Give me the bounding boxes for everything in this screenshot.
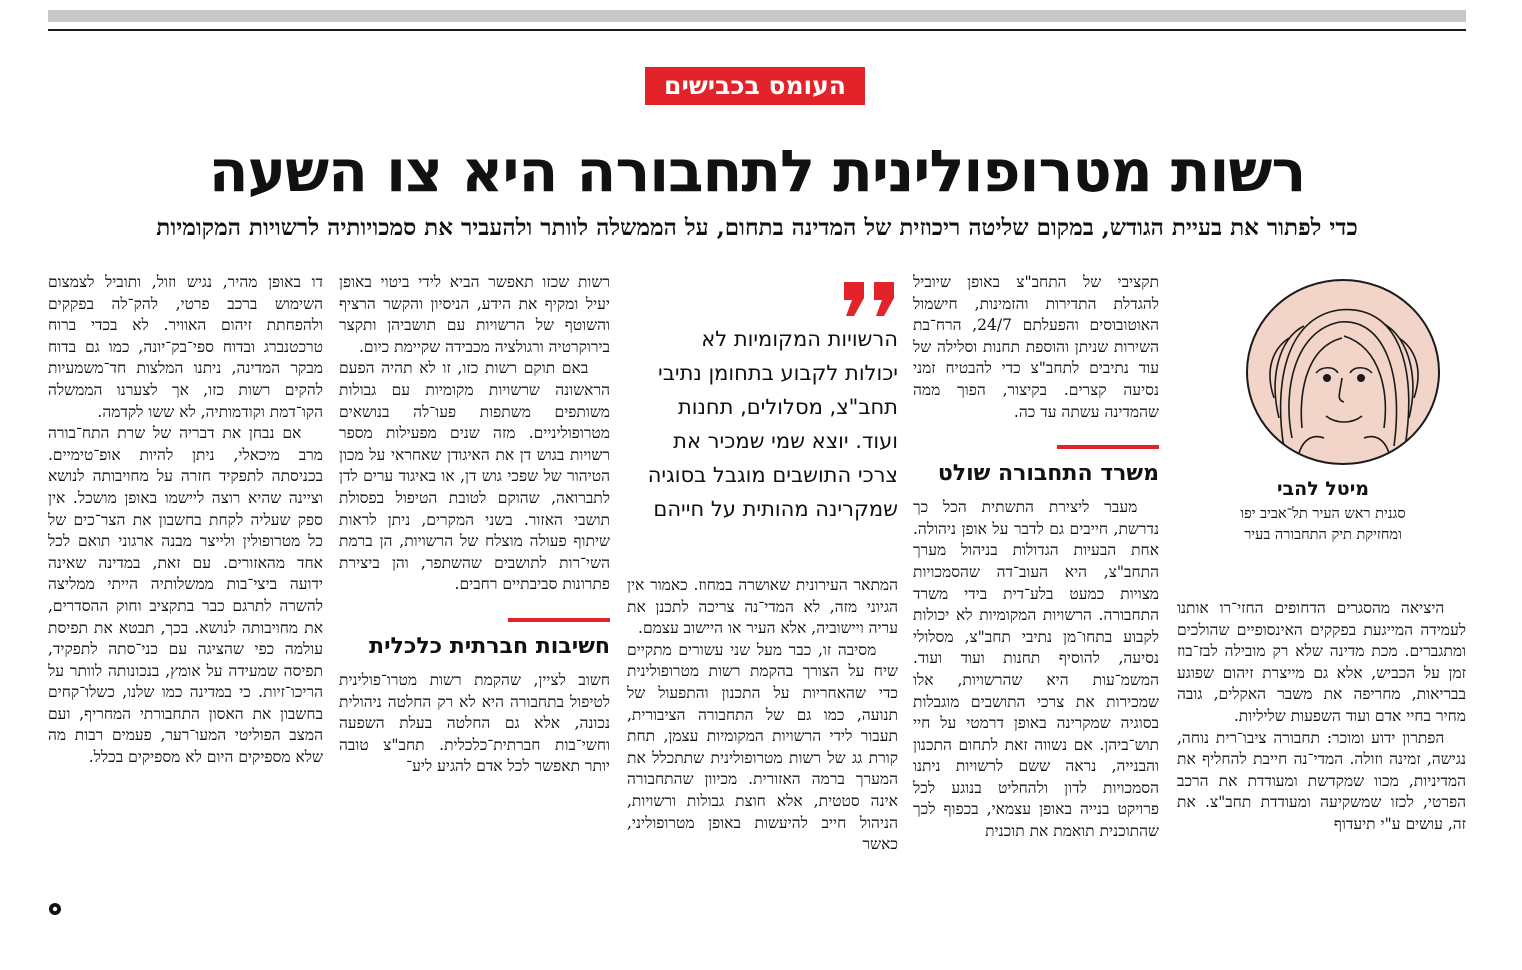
end-mark-icon — [48, 902, 62, 916]
author-role-line2: ומחזיקת תיק התחבורה בעיר — [1244, 527, 1402, 543]
subhead-accent-bar — [508, 618, 610, 622]
article-column-3 — [627, 575, 898, 856]
subhead-accent-bar — [1057, 445, 1159, 449]
subhead-ministry-text: משרד התחבורה שולט — [937, 461, 1159, 487]
author-role — [1180, 504, 1466, 546]
top-gray-rule — [48, 10, 1466, 22]
article-headline: רשות מטרופולינית לתחבורה היא צו השעה — [208, 137, 1306, 205]
article-column-5 — [48, 272, 323, 769]
pull-quote-line: ועוד. יוצא שמי שמכיר את — [673, 429, 898, 453]
paragraph: הפתרון ידוע ומוכר: תחבורה ציבו־רית נוחה, נגישה, זמינה וזולה. המדי־נה חייבת להחליף את המדיניות, מכוו שמקדשת ומעודדת את הרכב הפרטי, לכזו שמשקיעה ומעודדת תחב"צ. את זה, עושים ע"י תיעדוף — [1177, 728, 1466, 833]
double-quote-icon — [842, 278, 898, 318]
paragraph: רשות שכזו תאפשר הביא לידי ביטוי באופן יעיל ומקיף את הידע, הניסיון והקשר הרציף והשוטף של הרשויות עם תושביהן ותקצר בירוקרטיה ורגולציה מכבידה שקיימת כיום. — [339, 273, 610, 356]
top-thin-rule — [48, 29, 1466, 31]
article-subhead: כדי לפתור את בעיית הגודש, במקום שליטה ריכוזית של המדינה בתחום, על הממשלה לוותר ולהעביר את סמכויותיה לרשויות המקומיות — [156, 214, 1358, 241]
author-name: מיטל להבי — [1276, 478, 1370, 500]
paragraph: חשוב לציין, שהקמת רשות מטרו־פולינית לטיפול בתחבורה היא לא רק החלטה ניהולית נכונה, אלא גם החלטה בעלת השפעה וחשי־בות חברתית־כלכלית. תחב"צ טובה יותר תאפשר לכל אדם להגיע ליע־ — [339, 670, 610, 776]
author-portrait — [1244, 278, 1442, 466]
subhead-ministry — [913, 445, 1159, 489]
pull-quote-line: צרכי התושבים מוגבל בסוגיה — [647, 463, 898, 487]
pull-quote-line: שמקרינה מהותית על חייהם — [653, 497, 898, 521]
article-column-4 — [339, 272, 610, 778]
paragraph: אם נבחן את דבריה של שרת התח־בורה מרב מיכאלי, ניתן להיות אופ־טימיים. בכניסתה לתפקיד חזרה על מחויבותה לנושא וציינה שהיא רוצה ליישמו באופן מושכל. אין ספק שעליה לקחת בחשבון את הצר־כים של כל מטרופולין ולייצר מבנה ארגוני תואם לכל אחד מהאזורים. עם זאת, במדינה שאינה ידועה ביצי־בות ממשלותיה הייתי ממליצה להשרה לתרגם כבר בתקציב וחוק ההסדרים, את מחויבותה לנושא. בכך, תבטא את תפיסת עולמה כפי שהציגה עם כני־סתה לתפקיד, תפיסה שמעידה על אומץ, בנכונותה לוותר על הריכו־זיות. כי במדינה כמו שלנו, כשלו־קחים בחשבון את האסון התחבורתי המחריף, ועם המצב הפוליטי המעו־רער, פעמים רבות מה שלא מספיקים היום לא מספיקים בכלל. — [48, 424, 323, 767]
article-column-1 — [1177, 598, 1466, 836]
paragraph: מעבר ליצירת התשתית הכל כך נדרשת, חייבים גם לדבר על אופן ניהולה. אחת הבעיות הגדולות בניהול מערך התחב"צ, היא העוב־דה שהסמכויות מצויות כמעט בלע־דית בידי משרד התחבורה. הרשויות המקומיות לא יכולות לקבוע בתחו־מן נתיבי תחב"צ, מסלולי נסיעה, להוסיף תחנות ועוד ועוד. המשמ־עות היא שהרשויות, אלו שמכירות את צרכי התושבים מוגבלות בסוגיה שמקרינה באופן דרמטי על חיי תוש־ביהן. אם נשווה זאת לתחום התכנון והבנייה, נראה ששם לרשויות ניתנו הסמכויות לדון ולהחליט בנוגע לכל פרויקט בנייה באופן עצמאי, בכפוף לכך שהתוכנית תואמת את תוכנית — [913, 498, 1159, 841]
pull-quote-line: תחב"צ, מסלולים, תחנות — [677, 395, 898, 419]
pull-quote — [627, 322, 898, 526]
subhead-economic-text: חשיבות חברתית כלכלית — [369, 633, 610, 659]
article-column-2 — [913, 272, 1159, 843]
author-role-line1: סגנית ראש העיר תל־אביב יפו — [1240, 506, 1406, 522]
pull-quote-line: יכולות לקבוע בתחומן נתיבי — [658, 361, 898, 385]
paragraph: דו באופן מהיר, נגיש וזול, ותוביל לצמצום השימוש ברכב פרטי, להק־לה בפקקים ולהפחתת זיהום האוויר. לא בכדי ברוח טרכטנברג ובדוח ספי־בק־יונה, כמו גם בדוח מבקר המדינה, ניתנו המלצות חד־משמעיות להקים רשות כזו, אך לצערנו הממשלה הקו־דמת וקודמותיה, לא ששו לקדמה. — [48, 273, 323, 421]
paragraph: באם תוקם רשות כזו, זו לא תהיה הפעם הראשונה שרשויות מקומיות עם גבולות משותפים משתפות פעו־לה בנושאים מטרופוליניים. מזה שנים מפעילות מספר רשויות בגוש דן את האיגודן שאחראי על מכון הטיהור של שפכי גוש דן, או באיגוד ערים לדן לתברואה, שהוקם לטובת הטיפול בפסולת תושבי האזור. בשני המקרים, ניתן לראות שיתוף פעולה מוצלח של הרשויות, הן ברמת השי־רות לתושבים שהשתפר, והן ביצירת פתרונות סביבתיים רחבים. — [339, 359, 610, 594]
pull-quote-line: הרשויות המקומיות לא — [701, 327, 898, 351]
paragraph: היציאה מהסגרים הדחופים החזי־רו אותנו לעמידה המייגעת בפקקים האינסופיים שהולכים ומתגברים. מכת מדינה שלא רק מובילה לבז־בוז זמן על הכביש, אלא גם מייצרת זיהום שפוגע בבריאות, מחריפה את משבר האקלים, גובה מחיר בחיי אדם ועוד השפעות שליליות. — [1177, 599, 1466, 725]
subhead-economic — [339, 618, 610, 662]
paragraph: מסיבה זו, כבר מעל שני עשורים מתקיים שיח על הצורך בהקמת רשות מטרופולינית כדי שהאחריות על התכנון והתפעול של תנועה, כמו גם של התחבורה הציבורית, תעבור לידי הרשויות המקומיות עצמן, תחת קורת גג של רשות מטרופולינית שתתכלל את המערך ברמה האזורית. מכיוון שהתחבורה אינה סטטית, אלא חוצת גבולות ורשויות, הניהול חייב להיעשות באופן מטרופוליני, כאשר — [627, 640, 898, 854]
paragraph: תקציבי של התחב"צ באופן שיוביל להגדלת התדירות והזמינות, חישמול האוטובוסים והפעלתם 24/7, הרח־בת השירות שניתן והוספת תחנות וסלילה של עוד נתיבים לתחב"צ כדי להבטיח זמני נסיעה קצרים. בקיצור, הפוך ממה שהמדינה עשתה עד כה. — [913, 273, 1159, 421]
section-kicker: העומס בכבישים — [645, 67, 865, 105]
paragraph: המתאר העירונית שאושרה במחוז. כאמור אין הגיוני מזה, לא המדי־נה צריכה לתכנן את עריה ויישוביה, אלא העיר או היישוב עצמם. — [627, 576, 898, 638]
